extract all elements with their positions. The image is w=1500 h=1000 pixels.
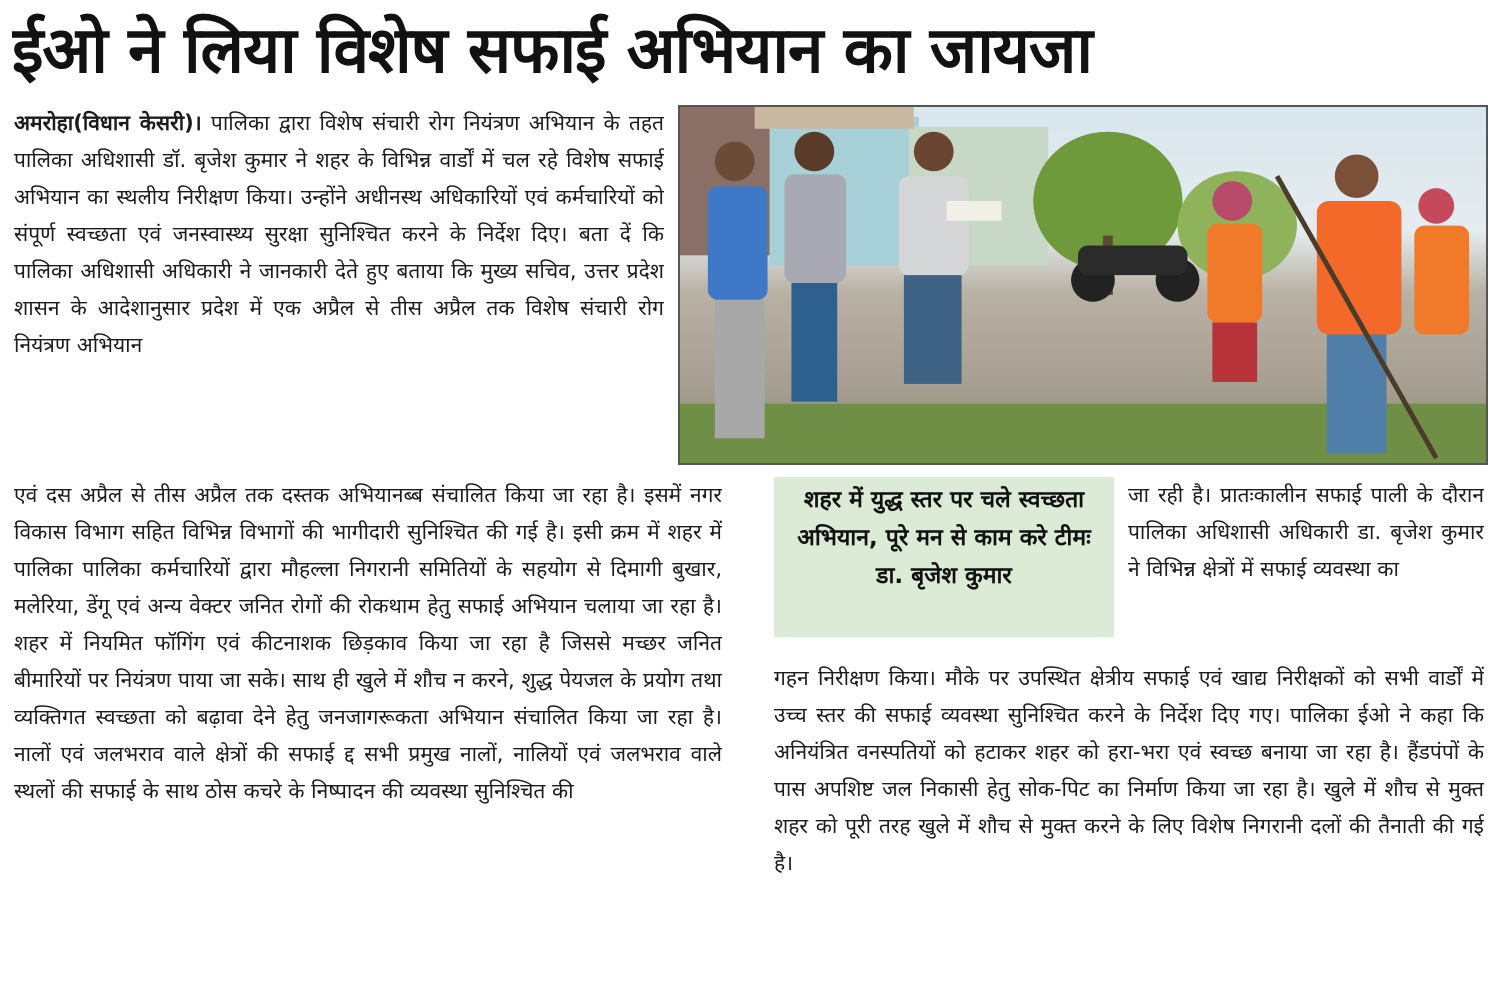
article-column-3 bbox=[1128, 477, 1484, 662]
article-column-1-continued bbox=[14, 477, 722, 997]
article-body-part-2: एवं दस अप्रैल से तीस अप्रैल तक दस्तक अभियानब्ब संचालित किया जा रहा है। इसमें नगर विकास विभाग सहित विभिन्न विभागों की भागीदारी सुनिश्चित की गई है। इसी क्रम में शहर में पालिका पालिका कर्मचारियों द्वारा मौहल्ला निगरानी समितियों के सहयोग से दिमागी बुखार, मलेरिया, डेंगू एवं अन्य वेक्टर जनित रोगों की रोकथाम हेतु सफाई अभियान चलाया जा रहा है। शहर में नियमित फॉगिंग एवं कीटनाशक छिड़काव किया जा रहा है जिससे मच्छर जनित बीमारियों पर नियंत्रण पाया जा सके। साथ ही खुले में शौच न करने, शुद्ध पेयजल के प्रयोग तथा व्यक्तिगत स्वच्छता को बढ़ावा देने हेतु जनजागरूकता अभियान संचालित किया जा रहा है। नालों एवं जलभराव वाले क्षेत्रों की सफाई द्द सभी प्रमुख नालों, नालियों एवं जलभराव वाले स्थलों की सफाई के साथ ठोस कचरे के निष्पादन की व्यवस्था सुनिश्चित की bbox=[14, 483, 722, 803]
news-photo bbox=[678, 105, 1488, 465]
pull-quote-box bbox=[774, 477, 1114, 637]
article-body-part-3: जा रही है। प्रातःकालीन सफाई पाली के दौरान पालिका अधिशासी अधिकारी डा. बृजेश कुमार ने विभिन्न क्षेत्रों में सफाई व्यवस्था का bbox=[1128, 483, 1484, 581]
article-body-part-4: गहन निरीक्षण किया। मौके पर उपस्थित क्षेत्रीय सफाई एवं खाद्य निरीक्षकों को सभी वार्डों में उच्च स्तर की सफाई व्यवस्था सुनिश्चित करने के निर्देश दिए गए। पालिका ईओ ने कहा कि अनियंत्रित वनस्पतियों को हटाकर शहर को हरा-भरा एवं स्वच्छ बनाया जा रहा है। हैंडपंपों के पास अपशिष्ट जल निकासी हेतु सोक-पिट का निर्माण किया जा रहा है। खुले में शौच से मुक्त शहर को पूरी तरह खुले में शौच से मुक्त करने के लिए विशेष निगरानी दलों की तैनाती की गई है। bbox=[774, 666, 1484, 875]
photo-illustration bbox=[680, 107, 1486, 463]
headline: ईओ ने लिया विशेष सफाई अभियान का जायजा bbox=[12, 14, 1092, 88]
article-column-1 bbox=[14, 105, 664, 485]
dateline: अमरोहा(विधान केसरी)। bbox=[14, 111, 202, 135]
pull-quote-text: शहर में युद्ध स्तर पर चले स्वच्छता अभियान, पूरे मन से काम करे टीमः डा. बृजेश कुमार bbox=[797, 487, 1091, 589]
article-body-part-1: पालिका द्वारा विशेष संचारी रोग नियंत्रण अभियान के तहत पालिका अधिशासी डॉ. बृजेश कुमार ने शहर के विभिन्न वार्डों में चल रहे विशेष सफाई अभियान का स्थलीय निरीक्षण किया। उन्होंने अधीनस्थ अधिकारियों एवं कर्मचारियों को संपूर्ण स्वच्छता एवं जनस्वास्थ्य सुरक्षा सुनिश्चित करने के निर्देश दिए। बता दें कि पालिका अधिशासी अधिकारी ने जानकारी देते हुए बताया कि मुख्य सचिव, उत्तर प्रदेश शासन के आदेशानुसार प्रदेश में एक अप्रैल से तीस अप्रैल तक विशेष संचारी रोग नियंत्रण अभियान bbox=[14, 111, 664, 357]
article-column-2-bottom bbox=[774, 660, 1484, 990]
